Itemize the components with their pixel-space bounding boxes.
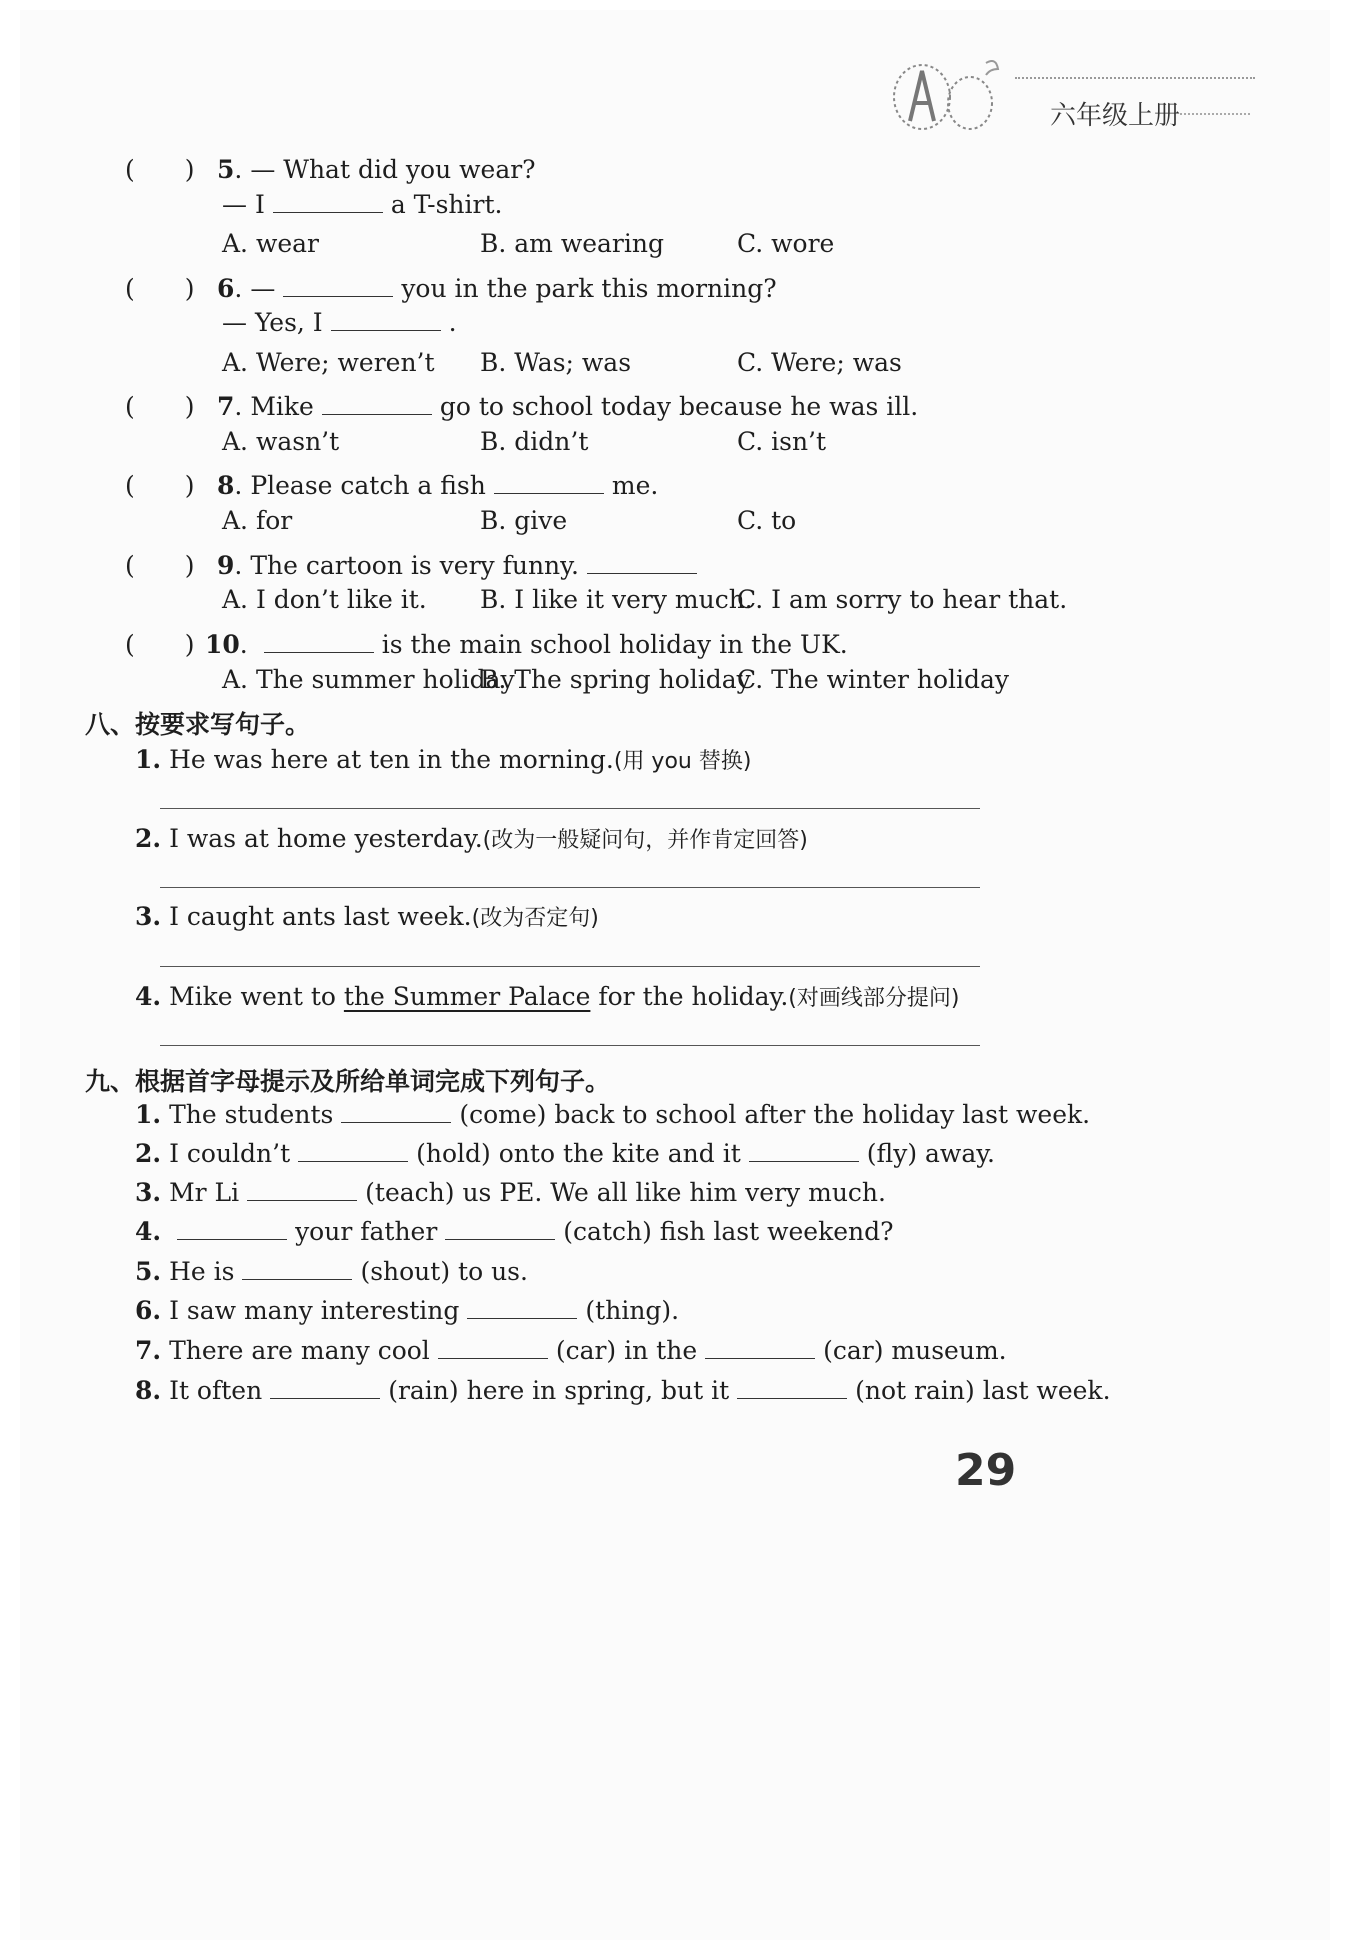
- question-text: Mike: [250, 392, 314, 421]
- option-a: A. for: [222, 506, 293, 535]
- question-10: ( ) 10. is the main school holiday in the UK.: [125, 625, 848, 661]
- answer-blank[interactable]: [341, 1100, 451, 1123]
- question-number: 9: [217, 551, 235, 580]
- item-text: (car) in the: [555, 1336, 698, 1365]
- fill-in-item-8: [135, 1376, 1111, 1405]
- item-text: I couldn’t: [169, 1139, 291, 1168]
- question-text: is the main school holiday in the UK.: [381, 630, 848, 659]
- item-text: I was at home yesterday.: [169, 824, 483, 853]
- answer-blank[interactable]: [242, 1257, 352, 1280]
- rewrite-item-4: [135, 981, 959, 1012]
- question-text: Please catch a fish: [250, 471, 486, 500]
- item-number: 2.: [135, 1139, 162, 1168]
- answer-blank[interactable]: [467, 1296, 577, 1319]
- response-text: .: [448, 308, 457, 337]
- answer-blank[interactable]: [494, 471, 604, 494]
- item-number: 3.: [135, 1178, 162, 1207]
- question-8: ( ) 8. Please catch a fish me.: [125, 466, 658, 502]
- fill-in-item-2: [135, 1139, 995, 1168]
- fill-in-item-1: [135, 1100, 1090, 1129]
- question-text: go to school today because he was ill.: [439, 392, 919, 421]
- item-text: (rain) here in spring, but it: [388, 1376, 730, 1405]
- header-divider: [1015, 77, 1255, 79]
- item-number: 4.: [135, 1217, 162, 1246]
- option-b: B. didn’t: [480, 427, 589, 456]
- page-number: 29: [955, 1445, 1017, 1496]
- answer-blank[interactable]: [322, 392, 432, 415]
- item-text: (teach) us PE. We all like him very much.: [365, 1178, 886, 1207]
- option-c: C. The winter holiday: [737, 665, 1010, 694]
- item-number: 6.: [135, 1296, 162, 1325]
- answer-parentheses[interactable]: ( ): [125, 551, 195, 580]
- item-text: (not rain) last week.: [855, 1376, 1111, 1405]
- option-c: C. isn’t: [737, 427, 827, 456]
- question-number: 6: [217, 274, 235, 303]
- section-9-title: 九、根据首字母提示及所给单词完成下列句子。: [85, 1067, 611, 1096]
- option-c: C. wore: [737, 229, 835, 258]
- item-text: your father: [295, 1217, 438, 1246]
- item-number: 1.: [135, 745, 162, 774]
- item-text: He was here at ten in the morning.: [169, 745, 614, 774]
- answer-blank[interactable]: [273, 190, 383, 213]
- answer-line[interactable]: [160, 1045, 980, 1046]
- question-number: 7: [217, 392, 235, 421]
- option-a: A. wear: [222, 229, 319, 258]
- item-hint: (改为否定句): [471, 906, 599, 931]
- item-hint: (用 you 替换): [613, 749, 752, 774]
- option-c: C. to: [737, 506, 797, 535]
- option-b: B. The spring holiday: [480, 665, 751, 694]
- fill-in-item-5: [135, 1257, 528, 1286]
- answer-parentheses[interactable]: ( ): [125, 392, 195, 421]
- question-number: 5: [217, 155, 235, 184]
- response-text: — Yes, I: [222, 308, 323, 337]
- item-number: 4.: [135, 982, 162, 1011]
- item-number: 2.: [135, 824, 162, 853]
- item-text: (catch) fish last weekend?: [563, 1217, 894, 1246]
- question-6: ( ) 6. — you in the park this morning?: [125, 269, 777, 305]
- question-number: 10: [205, 630, 240, 659]
- question-5: ( ) 5. — What did you wear?: [125, 150, 536, 186]
- option-a: A. Were; weren’t: [222, 348, 435, 377]
- fill-in-item-3: [135, 1178, 886, 1207]
- answer-blank[interactable]: [705, 1336, 815, 1359]
- question-text: The cartoon is very funny.: [250, 551, 579, 580]
- question-text: me.: [611, 471, 659, 500]
- option-b: B. am wearing: [480, 229, 664, 258]
- option-a: A. wasn’t: [222, 427, 340, 456]
- answer-blank[interactable]: [264, 630, 374, 653]
- item-hint: (对画线部分提问): [788, 986, 960, 1011]
- question-6-response: [222, 308, 457, 337]
- option-b: B. I like it very much.: [480, 585, 753, 614]
- question-text: you in the park this morning?: [401, 274, 777, 303]
- page-header: [880, 55, 1280, 135]
- option-a: A. The summer holiday: [222, 665, 515, 694]
- option-c: C. Were; was: [737, 348, 902, 377]
- item-number: 1.: [135, 1100, 162, 1129]
- answer-parentheses[interactable]: ( ): [125, 155, 195, 184]
- grade-label: 六年级上册: [1050, 101, 1181, 131]
- answer-blank[interactable]: [445, 1217, 555, 1240]
- item-text: (shout) to us.: [360, 1257, 528, 1286]
- header-dots: [1180, 113, 1250, 115]
- question-text: —: [250, 274, 276, 303]
- item-text: I saw many interesting: [169, 1296, 460, 1325]
- answer-blank[interactable]: [247, 1178, 357, 1201]
- item-text: I caught ants last week.: [169, 902, 472, 931]
- answer-blank[interactable]: [438, 1336, 548, 1359]
- item-text: There are many cool: [169, 1336, 430, 1365]
- response-text: a T-shirt.: [390, 190, 503, 219]
- option-c: C. I am sorry to hear that.: [737, 585, 1068, 614]
- item-hint: (改为一般疑问句，并作肯定回答): [482, 828, 808, 853]
- answer-line[interactable]: [160, 808, 980, 809]
- answer-blank[interactable]: [270, 1376, 380, 1399]
- option-b: B. give: [480, 506, 568, 535]
- fill-in-item-7: [135, 1336, 1007, 1365]
- question-9: ( ) 9. The cartoon is very funny.: [125, 546, 705, 582]
- item-text: He is: [169, 1257, 235, 1286]
- answer-blank[interactable]: [298, 1139, 408, 1162]
- answer-blank[interactable]: [177, 1217, 287, 1240]
- underlined-phrase: the Summer Palace: [343, 982, 591, 1011]
- item-text: (car) museum.: [823, 1336, 1007, 1365]
- item-text: Mr Li: [169, 1178, 240, 1207]
- answer-line[interactable]: [160, 966, 980, 967]
- question-number: 8: [217, 471, 235, 500]
- answer-blank[interactable]: [283, 274, 393, 297]
- worksheet-page: [20, 10, 1330, 1940]
- answer-line[interactable]: [160, 887, 980, 888]
- item-number: 3.: [135, 902, 162, 931]
- item-text: (hold) onto the kite and it: [416, 1139, 741, 1168]
- answer-blank[interactable]: [587, 551, 697, 574]
- question-7: ( ) 7. Mike go to school today because he was ill.: [125, 387, 918, 423]
- answer-blank[interactable]: [749, 1139, 859, 1162]
- answer-parentheses[interactable]: ( ): [125, 471, 195, 500]
- rewrite-item-3: [135, 901, 599, 932]
- item-number: 7.: [135, 1336, 162, 1365]
- rewrite-item-1: [135, 744, 751, 775]
- item-text: (thing).: [585, 1296, 680, 1325]
- fill-in-item-4: [135, 1217, 894, 1246]
- rewrite-item-2: [135, 823, 808, 854]
- item-text: Mike went to: [169, 982, 336, 1011]
- item-text: The students: [169, 1100, 334, 1129]
- answer-blank[interactable]: [331, 308, 441, 331]
- item-number: 5.: [135, 1257, 162, 1286]
- fill-in-item-6: [135, 1296, 679, 1325]
- answer-parentheses[interactable]: ( ): [125, 274, 195, 303]
- answer-parentheses[interactable]: ( ): [125, 630, 195, 659]
- item-text: (fly) away.: [866, 1139, 995, 1168]
- section-8-title: 八、按要求写句子。: [85, 710, 311, 739]
- item-text: (come) back to school after the holiday last week.: [459, 1100, 1091, 1129]
- logo-icon: [890, 55, 1010, 135]
- answer-blank[interactable]: [737, 1376, 847, 1399]
- item-number: 8.: [135, 1376, 162, 1405]
- item-text: for the holiday.: [598, 982, 789, 1011]
- item-text: It often: [169, 1376, 263, 1405]
- option-a: A. I don’t like it.: [222, 585, 427, 614]
- question-text: — What did you wear?: [250, 155, 536, 184]
- option-b: B. Was; was: [480, 348, 632, 377]
- question-5-response: [222, 190, 502, 219]
- response-text: — I: [222, 190, 265, 219]
